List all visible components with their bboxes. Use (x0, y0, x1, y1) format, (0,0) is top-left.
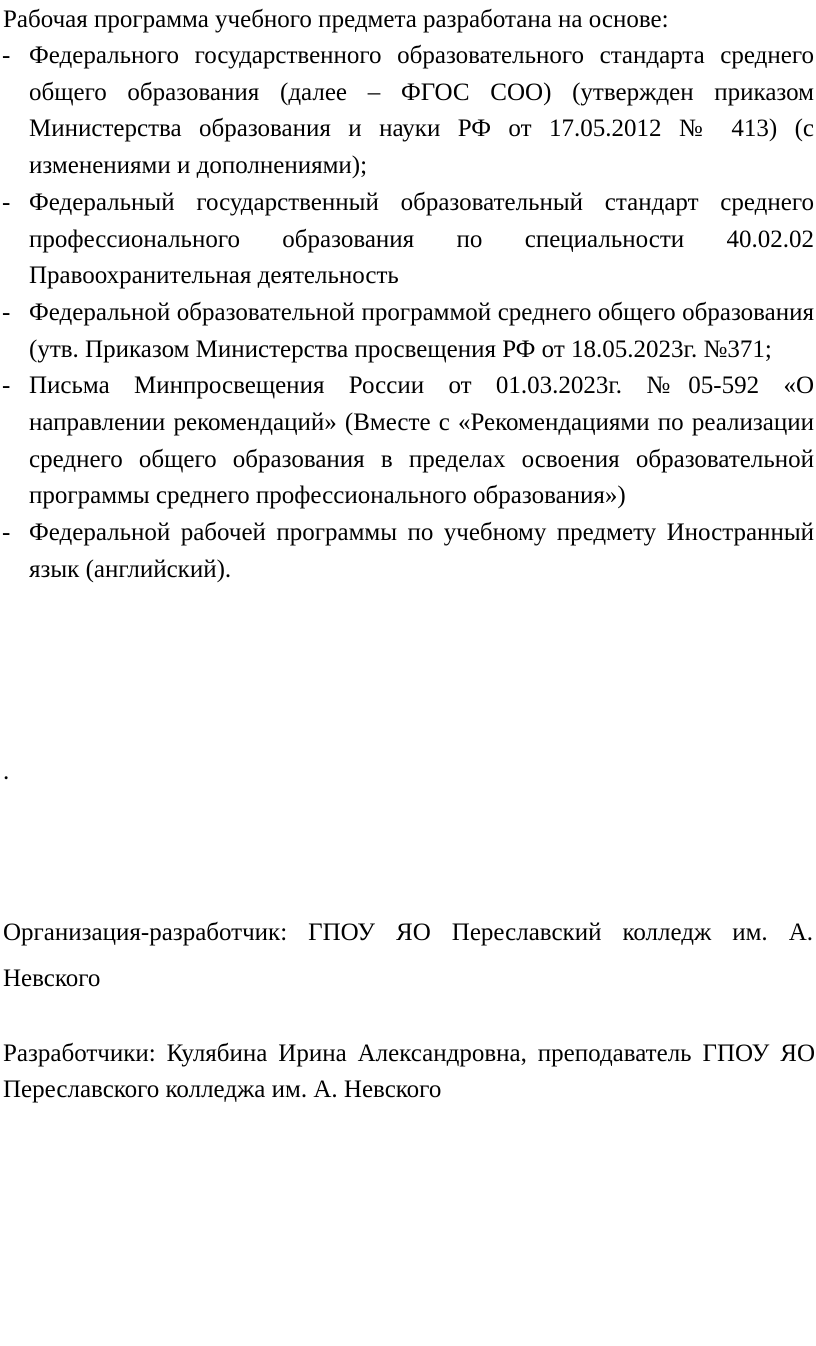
intro-text: Рабочая программа учебного предмета разработана на основе: (3, 6, 669, 33)
list-marker: - (2, 519, 11, 547)
organization-text: Организация-разработчик: ГПОУ ЯО Переславский колледж им. А. Невского (3, 919, 813, 992)
list-item (0, 368, 814, 515)
list-item (0, 38, 814, 185)
developers-text: Разработчики: Кулябина Ирина Александровна, преподаватель ГПОУ ЯО Переславского колледжа им. А. Невского (3, 1040, 815, 1103)
list-item (0, 515, 814, 588)
list-marker: - (2, 372, 11, 400)
list-item-text: Письма Минпросвещения России от 01.03.2023г. №05-592 «О направлении рекомендаций» (Вместе с «Рекомендациями по реализации среднего общего образования в пределах освоения образовательной программы среднего профессионального образования») (29, 372, 814, 510)
list-item-text: Федеральной рабочей программы по учебному предмету Иностранный язык (английский). (29, 519, 814, 583)
list-marker: - (2, 298, 11, 326)
basis-list (0, 38, 814, 589)
list-marker: - (2, 188, 11, 216)
list-marker: - (2, 42, 11, 69)
separator-dot: . (3, 758, 10, 785)
list-item-text: Федерального государственного образовательного стандарта среднего общего образования (далее – ФГОС СОО) (утвержден приказом Министерства образования и науки РФ от 17.05.2012 № 413) (с изменениями и дополнениями); (29, 42, 814, 180)
list-item (0, 295, 814, 368)
list-item-text: Федеральной образовательной программой среднего общего образования (утв. Приказом Министерства просвещения РФ от 18.05.2023г. №371; (29, 298, 814, 363)
list-item-text: Федеральный государственный образовательный стандарт среднего профессионального образования по специальности 40.02.02 Правоохранительная деятельность (29, 188, 814, 290)
list-item (0, 185, 814, 295)
